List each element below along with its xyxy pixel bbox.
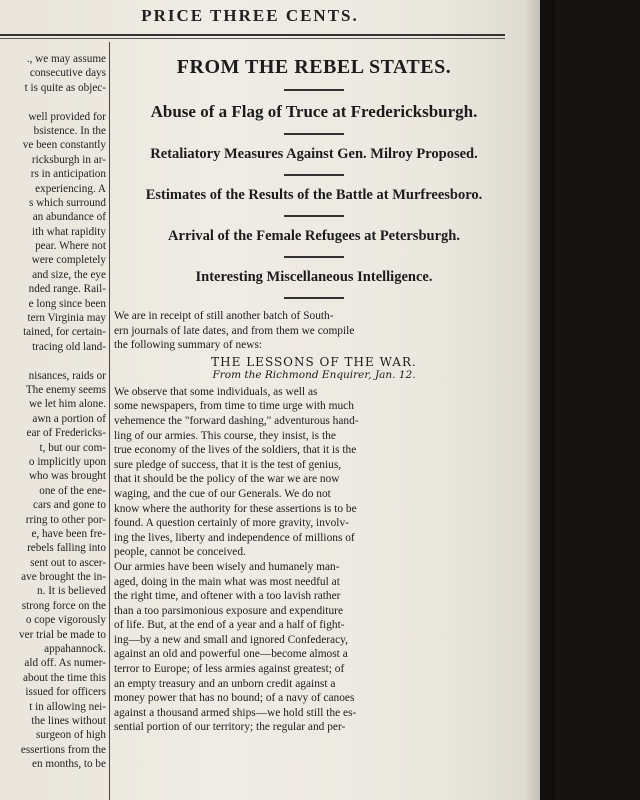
body-line: vehemence the "forward dashing," adventurous hand- <box>114 414 359 427</box>
body-line: some newspapers, from time to time urge with much <box>114 400 354 413</box>
section-subhead: THE LESSONS OF THE WAR. <box>211 354 417 369</box>
left-column-line: well provided for <box>28 110 106 123</box>
deck-rule <box>284 174 344 176</box>
deck-miscellaneous: Interesting Miscellaneous Intelligence. <box>195 269 433 285</box>
body-line: of life. But, at the end of a year and a half of fight- <box>114 619 345 632</box>
left-column-line: ver trial be made to <box>19 628 106 641</box>
left-column-line: n. It is believed <box>37 585 106 598</box>
article <box>114 50 514 735</box>
body-line: We observe that some individuals, as well as <box>114 385 318 398</box>
body-line: that it should be the policy of the war we are now <box>114 473 340 486</box>
left-column-line: the lines without <box>31 714 106 727</box>
body-line: people, cannot be conceived. <box>114 546 246 559</box>
left-column-line: surgeon of high <box>35 729 106 742</box>
deck-retaliatory-measures: Retaliatory Measures Against Gen. Milroy Proposed. <box>150 146 478 162</box>
left-column-line: were completely <box>31 254 106 267</box>
body-line: money power that has no bound; of a navy of canoes <box>114 692 355 705</box>
left-column-line: appahannock. <box>44 643 106 656</box>
left-column-line: one of the ene- <box>39 484 106 497</box>
left-column-line: e long since been <box>28 297 106 310</box>
left-column-line: tracing old land- <box>32 340 106 353</box>
body-line: ing—by a new and small and ignored Confederacy, <box>114 633 348 646</box>
masthead-rule-thin <box>0 38 505 39</box>
left-column-line: about the time this <box>23 671 106 684</box>
left-column-line: e, have been fre- <box>31 527 106 540</box>
left-column-line: en months, to be <box>32 758 106 771</box>
left-column-line: bsistence. In the <box>33 124 106 137</box>
body-line: aged, doing in the main what was most needful at <box>114 575 340 588</box>
left-column-line: ear of Fredericks- <box>26 427 106 440</box>
body-line: terror to Europe; of less armies against greatest; of <box>114 663 345 676</box>
left-column-line: awn a portion of <box>32 412 106 425</box>
left-column-line: ve been constantly <box>22 139 106 152</box>
left-column-line: rs in anticipation <box>30 168 106 181</box>
left-column-line: experiencing. A <box>35 182 106 195</box>
left-column-line <box>0 354 106 368</box>
deck-murfreesboro: Estimates of the Results of the Battle at Murfreesboro. <box>145 187 483 203</box>
body-line: found. A question certainly of more gravity, involv- <box>114 517 349 530</box>
body-line: ling of our armies. This course, they insist, is the <box>114 429 336 442</box>
body-line: sential portion of our territory; the regular and per- <box>114 721 346 734</box>
body-line: an empty treasury and an unborn credit against a <box>114 677 336 690</box>
article-body <box>114 385 514 735</box>
column-divider <box>109 42 110 800</box>
left-column-line: strong force on the <box>21 599 106 612</box>
left-column-line: ald off. As numer- <box>24 657 106 670</box>
masthead-price: PRICE THREE CENTS. <box>141 6 359 25</box>
intro-line: the following summary of news: <box>114 339 263 352</box>
body-line: sure pledge of success, that it is the test of genius, <box>114 458 342 471</box>
section-source: From the Richmond Enquirer, Jan. 12. <box>212 368 416 381</box>
left-column-line: tern Virginia may <box>27 312 106 325</box>
left-column-line <box>0 95 106 109</box>
intro-line: ern journals of late dates, and from them we compile <box>114 324 355 337</box>
body-line: against an old and powerful one—become almost a <box>114 648 348 661</box>
body-line: against a thousand armed ships—we hold still the es- <box>114 706 357 719</box>
headline-rule <box>284 89 344 91</box>
body-line: than a too parsimonious exposure and expenditure <box>114 604 344 617</box>
left-column-text <box>0 52 106 772</box>
body-line: know where the authority for these assertions is to be <box>114 502 357 515</box>
left-column-line: consecutive days <box>29 67 106 80</box>
body-line: ing the lives, liberty and independence of millions of <box>114 531 355 544</box>
deck-rule <box>284 297 344 299</box>
left-column-line: t in allowing nei- <box>29 700 106 713</box>
intro-line: We are in receipt of still another batch of South- <box>114 310 334 322</box>
article-headline: FROM THE REBEL STATES. <box>176 56 452 78</box>
masthead-rule <box>0 34 505 36</box>
left-column-line: ave brought the in- <box>21 571 106 584</box>
left-column-line: o implicitly upon <box>28 455 106 468</box>
deck-female-refugees: Arrival of the Female Refugees at Petersburgh. <box>168 228 460 244</box>
left-column-line: an abundance of <box>32 211 106 224</box>
deck-rule <box>284 133 344 135</box>
left-column-line: t, but our com- <box>39 441 106 454</box>
body-line: waging, and the cue of our Generals. We do not <box>114 487 331 500</box>
deck-rule <box>284 256 344 258</box>
left-column-line: who was brought <box>28 470 106 483</box>
body-line: true economy of the lives of the soldiers, that it is the <box>114 444 357 457</box>
left-column-line: cars and gone to <box>32 499 106 512</box>
left-column-line: essertions from the <box>20 743 106 756</box>
left-column-line: pear. Where not <box>35 240 106 253</box>
deck-flag-of-truce: Abuse of a Flag of Truce at Fredericksburgh. <box>150 102 478 121</box>
left-column-line: sent out to ascer- <box>30 556 106 569</box>
body-line: the right time, and oftener with a too lavish rather <box>114 590 341 603</box>
left-column-line: The enemy seems <box>25 383 106 396</box>
left-column-line: ricksburgh in ar- <box>31 153 106 166</box>
left-column-line: tained, for certain- <box>23 326 106 339</box>
left-column-line: rebels falling into <box>27 542 106 555</box>
left-column-line: ., we may assume <box>26 53 106 65</box>
left-column-line: nded range. Rail- <box>28 283 106 296</box>
page-edge-shadow <box>525 0 555 800</box>
left-column-line: we let him alone. <box>28 398 106 411</box>
left-column-line: o cope vigorously <box>25 614 106 627</box>
left-column-line: t is quite as objec- <box>24 81 106 94</box>
left-column-line: issued for officers <box>25 686 106 699</box>
left-column-line: nisances, raids or <box>28 369 106 382</box>
article-intro <box>114 309 514 353</box>
deck-rule <box>284 215 344 217</box>
left-column-line: s which surround <box>28 196 106 209</box>
body-line: Our armies have been wisely and humanely man- <box>114 560 340 573</box>
left-column-line: and size, the eye <box>32 268 106 281</box>
left-column-line: ith what rapidity <box>32 225 106 238</box>
left-column-line: rring to other por- <box>25 513 106 526</box>
